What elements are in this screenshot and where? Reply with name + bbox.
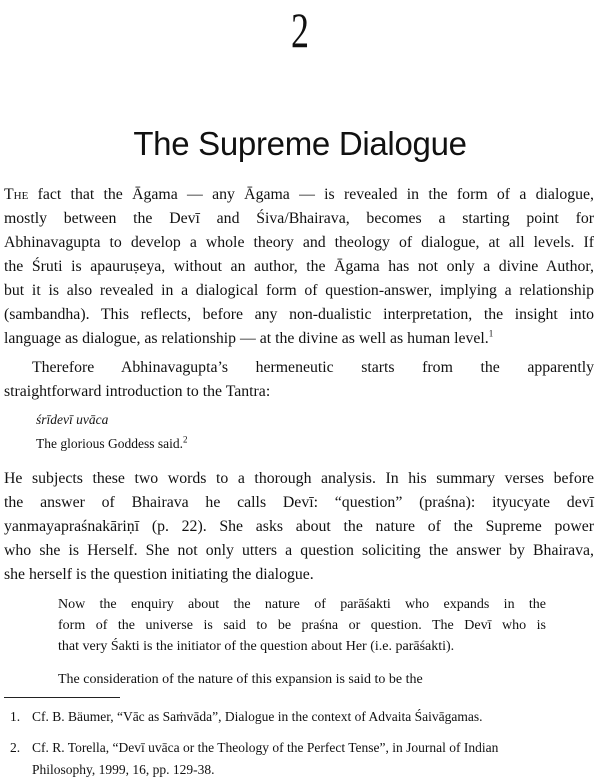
quote-2-continuation: The consideration of the nature of this expansion is said to be the: [58, 672, 423, 687]
quote-2-line: form of the universe is said to be praśna or question. The Devī who is: [58, 618, 546, 633]
footnote-1: [10, 706, 590, 728]
footnote-divider: [4, 697, 120, 698]
paragraph-1-text: fact that the Āgama — any Āgama — is revealed in the form of a dialogue,: [28, 186, 594, 203]
paragraph-2-line: Therefore Abhinavagupta’s hermeneutic starts from the apparently: [32, 359, 594, 376]
quote-1-sanskrit: śrīdevī uvāca: [36, 412, 109, 427]
drop-word: The: [4, 186, 29, 203]
paragraph-1: [4, 183, 594, 351]
paragraph-1-line: but it is also revealed in a dialogical form of question-answer, implying a relationship: [4, 282, 594, 299]
paragraph-1-line: (sambandha). This reflects, before any non-dualistic interpretation, the insight into: [4, 306, 594, 323]
footnote-1-text: Cf. B. Bäumer, “Vāc as Saṁvāda”, Dialogue in the context of Advaita Śaivāgamas.: [32, 709, 483, 724]
quote-2-continuation-block: [58, 669, 546, 690]
paragraph-2: [4, 356, 594, 404]
chapter-number: 2: [291, 2, 309, 58]
paragraph-3-line: the answer of Bhairava he calls Devī: “question” (praśna): ityucyate devī: [4, 494, 594, 511]
quote-1-translation-line: [36, 432, 536, 456]
paragraph-1-line: mostly between the Devī and Śiva/Bhairava, becomes a starting point for: [4, 210, 594, 227]
footnote-2: [10, 737, 590, 781]
footnote-2-text-continued: Philosophy, 1999, 16, pp. 129-38.: [32, 762, 215, 777]
paragraph-3-line: she herself is the question initiating the dialogue.: [4, 566, 314, 583]
footnote-1-number: 1.: [10, 709, 21, 724]
paragraph-3-line: who she is Herself. She not only utters a question soliciting the answer by Bhairava,: [4, 542, 594, 559]
footnote-ref-1: 1: [488, 328, 494, 339]
paragraph-1-line-last: [4, 327, 594, 351]
quote-2-line: that very Śakti is the initiator of the question about Her (i.e. parāśakti).: [58, 639, 455, 654]
footnote-ref-2: 2: [182, 434, 188, 445]
footnote-2-text: Cf. R. Torella, “Devī uvāca or the Theology of the Perfect Tense”, in Journal of Indian: [32, 740, 499, 755]
paragraph-1-line: [4, 183, 594, 207]
quote-1-translation: The glorious Goddess said.: [36, 436, 183, 451]
footnote-2-number: 2.: [10, 740, 21, 755]
paragraph-1-line: Abhinavagupta to develop a whole theory and theology of dialogue, at all levels. If: [4, 234, 594, 251]
paragraph-1-line: the Śruti is apauruṣeya, without an author, the Āgama has not only a divine Author,: [4, 258, 594, 275]
quote-1: [36, 408, 536, 456]
paragraph-1-text: language as dialogue, as relationship — at the divine as well as human level.: [4, 330, 489, 347]
paragraph-3-line: He subjects these two words to a thorough analysis. In his summary verses before: [4, 470, 594, 487]
chapter-title: The Supreme Dialogue: [133, 125, 467, 162]
paragraph-3: [4, 467, 594, 587]
quote-2: [58, 594, 546, 657]
paragraph-3-line: yanmayapraśnakāriṇī (p. 22). She asks about the nature of the Supreme power: [4, 518, 594, 535]
paragraph-2-line: straightforward introduction to the Tantra:: [4, 383, 271, 400]
quote-2-line: Now the enquiry about the nature of parāśakti who expands in the: [58, 597, 546, 612]
